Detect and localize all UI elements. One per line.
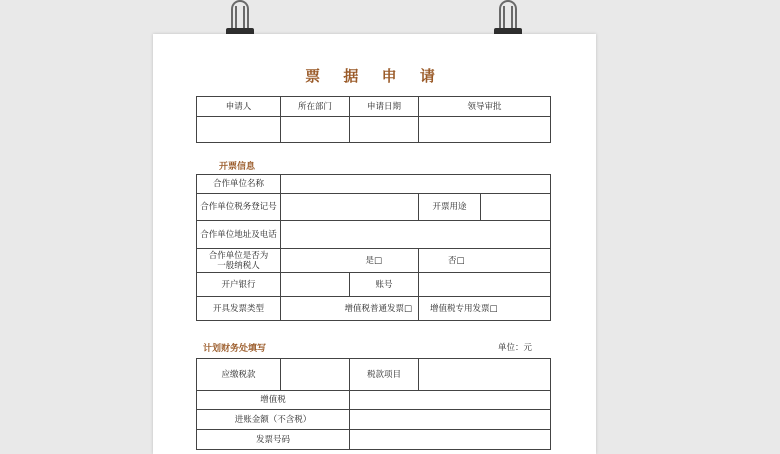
invoice-info-table bbox=[196, 174, 551, 321]
invoice-info-heading: 开票信息 bbox=[219, 162, 256, 172]
invoice-type-label: 开具发票类型 bbox=[197, 297, 281, 321]
apply-date-cell[interactable] bbox=[350, 117, 419, 143]
general-taxpayer-line2: 一般纳税人 bbox=[217, 260, 260, 271]
invoice-no-label: 发票号码 bbox=[197, 430, 350, 450]
applicant-table bbox=[196, 96, 551, 143]
approval-cell[interactable] bbox=[419, 117, 551, 143]
account-value[interactable] bbox=[419, 273, 551, 297]
amount-ex-tax-value[interactable] bbox=[350, 410, 551, 430]
partner-name-label: 合作单位名称 bbox=[197, 175, 281, 194]
invoice-purpose-value[interactable] bbox=[481, 194, 551, 221]
document-page bbox=[153, 34, 596, 454]
amount-ex-tax-label: 进账金额（不含税） bbox=[197, 410, 350, 430]
general-taxpayer-label bbox=[197, 249, 281, 273]
address-phone-value[interactable] bbox=[281, 221, 551, 249]
tax-item-value[interactable] bbox=[419, 359, 551, 391]
bank-label: 开户银行 bbox=[197, 273, 281, 297]
yes-checkbox[interactable]: 是□ bbox=[281, 249, 419, 273]
col-apply-date: 申请日期 bbox=[350, 97, 419, 117]
vat-label: 增值税 bbox=[197, 391, 350, 410]
account-label: 账号 bbox=[350, 273, 419, 297]
normal-vat-checkbox[interactable]: 增值税普通发票□ bbox=[281, 297, 419, 321]
tax-payable-label: 应缴税款 bbox=[197, 359, 281, 391]
address-phone-label: 合作单位地址及电话 bbox=[197, 221, 281, 249]
finance-table bbox=[196, 358, 551, 450]
tax-item-label: 税款项目 bbox=[350, 359, 419, 391]
tax-reg-value[interactable] bbox=[281, 194, 419, 221]
tax-reg-label: 合作单位税务登记号 bbox=[197, 194, 281, 221]
general-taxpayer-line1: 合作单位是否为 bbox=[208, 250, 269, 261]
invoice-purpose-label: 开票用途 bbox=[419, 194, 481, 221]
department-cell[interactable] bbox=[281, 117, 350, 143]
finance-heading: 计划财务处填写 bbox=[203, 344, 267, 354]
invoice-no-value[interactable] bbox=[350, 430, 551, 450]
bank-value[interactable] bbox=[281, 273, 350, 297]
special-vat-checkbox[interactable]: 增值税专用发票□ bbox=[419, 297, 551, 321]
col-department: 所在部门 bbox=[281, 97, 350, 117]
no-checkbox[interactable]: 否□ bbox=[419, 249, 551, 273]
page-title: 票 据 申 请 bbox=[305, 67, 444, 85]
vat-value[interactable] bbox=[350, 391, 551, 410]
partner-name-value[interactable] bbox=[281, 175, 551, 194]
unit-label: 单位：元 bbox=[498, 343, 533, 353]
col-approval: 领导审批 bbox=[419, 97, 551, 117]
col-applicant: 申请人 bbox=[197, 97, 281, 117]
applicant-cell[interactable] bbox=[197, 117, 281, 143]
tax-payable-value[interactable] bbox=[281, 359, 350, 391]
